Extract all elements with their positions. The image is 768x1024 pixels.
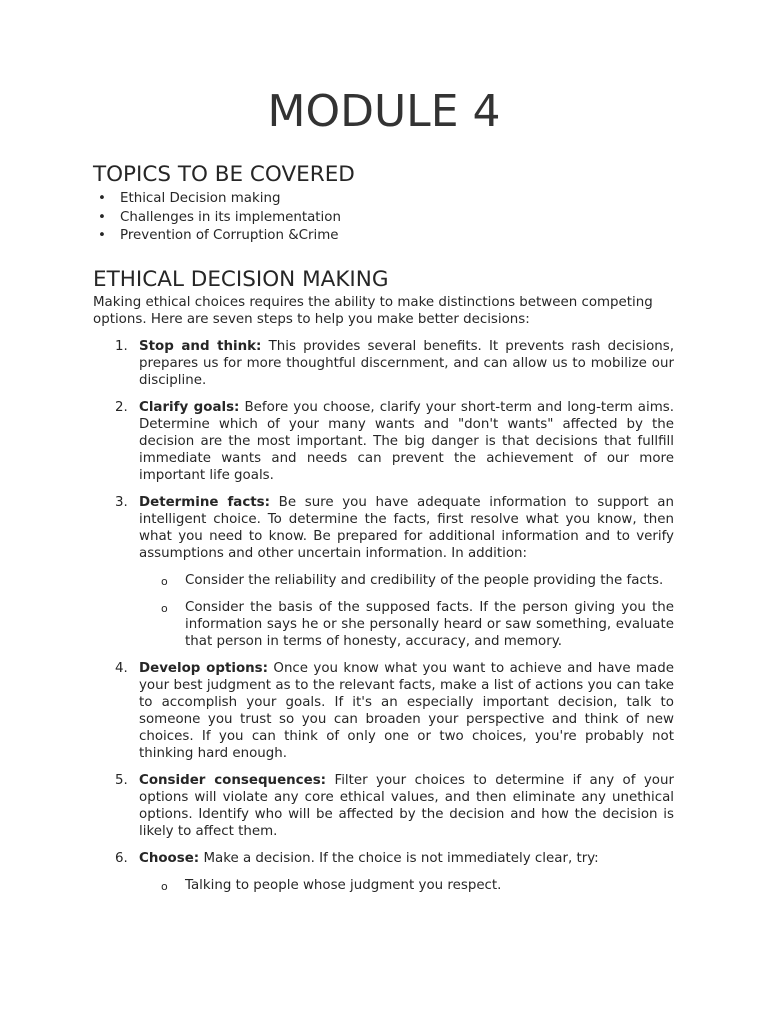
list-item xyxy=(93,190,693,209)
step-label: Choose: xyxy=(139,851,200,866)
sub-item-text: Consider the basis of the supposed facts. If the person giving you the information says he or she personally heard or saw something, evaluate that person in terms of honesty, accuracy, and memory. xyxy=(185,600,674,649)
sub-list-item xyxy=(139,572,674,589)
sub-item-text: Consider the reliability and credibility of the people providing the facts. xyxy=(185,573,664,588)
section-intro: Making ethical choices requires the ability to make distinctions between competing options. Here are seven steps to help you make better decisions: xyxy=(93,295,653,327)
step-item xyxy=(93,660,674,762)
step-item xyxy=(93,494,674,650)
step-item xyxy=(93,399,674,484)
step-number: 5. xyxy=(115,773,128,788)
sub-list xyxy=(139,572,674,650)
step-label: Consider consequences: xyxy=(139,773,327,788)
step-text: Before you choose, clarify your short-term and long-term aims. Determine which of your many wants and "don't wants" affected by the decision are the most important. The big danger is that decisions that fullfill immediate wants and needs can prevent the achievement of our more important life goals. xyxy=(139,400,674,483)
bullet-icon: • xyxy=(98,228,106,243)
step-number: 4. xyxy=(115,661,128,676)
step-label: Determine facts: xyxy=(139,495,271,510)
topic-label: Ethical Decision making xyxy=(120,191,281,206)
section-heading: ETHICAL DECISION MAKING xyxy=(93,267,389,292)
step-item xyxy=(93,338,674,389)
sub-list-item xyxy=(139,877,674,894)
step-label: Develop options: xyxy=(139,661,269,676)
topic-label: Challenges in its implementation xyxy=(120,209,341,225)
bullet-icon: • xyxy=(98,209,106,225)
circle-bullet-icon: o xyxy=(161,880,168,893)
sub-item-text: Talking to people whose judgment you respect. xyxy=(185,878,502,893)
step-number: 1. xyxy=(115,339,128,354)
step-item xyxy=(93,772,674,840)
sub-list-item xyxy=(139,599,674,650)
topics-list xyxy=(93,190,693,246)
step-text: Once you know what you want to achieve and have made your best judgment as to the relevant facts, make a list of actions you can take to accomplish your goals. If it's an especially important decision, talk to someone you trust so you can broaden your perspective and think of new choices. If you can think of only one or two choices, you're probably not thinking hard enough. xyxy=(139,661,674,761)
topics-heading: TOPICS TO BE COVERED xyxy=(93,162,355,187)
step-number: 2. xyxy=(115,400,128,415)
bullet-icon: • xyxy=(98,191,106,206)
list-item xyxy=(93,209,693,228)
steps-list xyxy=(93,338,674,904)
page-title: MODULE 4 xyxy=(267,86,501,137)
step-item xyxy=(93,850,674,894)
step-number: 3. xyxy=(115,495,128,510)
step-number: 6. xyxy=(115,851,128,866)
circle-bullet-icon: o xyxy=(161,575,168,588)
list-item xyxy=(93,227,693,246)
circle-bullet-icon: o xyxy=(161,602,168,615)
step-label: Clarify goals: xyxy=(139,400,240,415)
step-text: Make a decision. If the choice is not immediately clear, try: xyxy=(203,851,599,866)
step-text: Be sure you have adequate information to support an intelligent choice. To determine the facts, first resolve what you know, then what you need to know. Be prepared for additional information and to verify assumptions and other uncertain information. In addition: xyxy=(139,495,674,561)
step-text: Filter your choices to determine if any of your options will violate any core ethical values, and then eliminate any unethical options. Identify who will be affected by the decision and how the decision is likely to affect them. xyxy=(139,773,674,839)
step-text: This provides several benefits. It prevents rash decisions, prepares us for more thoughtful discernment, and can allow us to mobilize our discipline. xyxy=(139,339,674,388)
topic-label: Prevention of Corruption &Crime xyxy=(120,228,339,243)
sub-list xyxy=(139,877,674,894)
step-label: Stop and think: xyxy=(139,339,262,354)
